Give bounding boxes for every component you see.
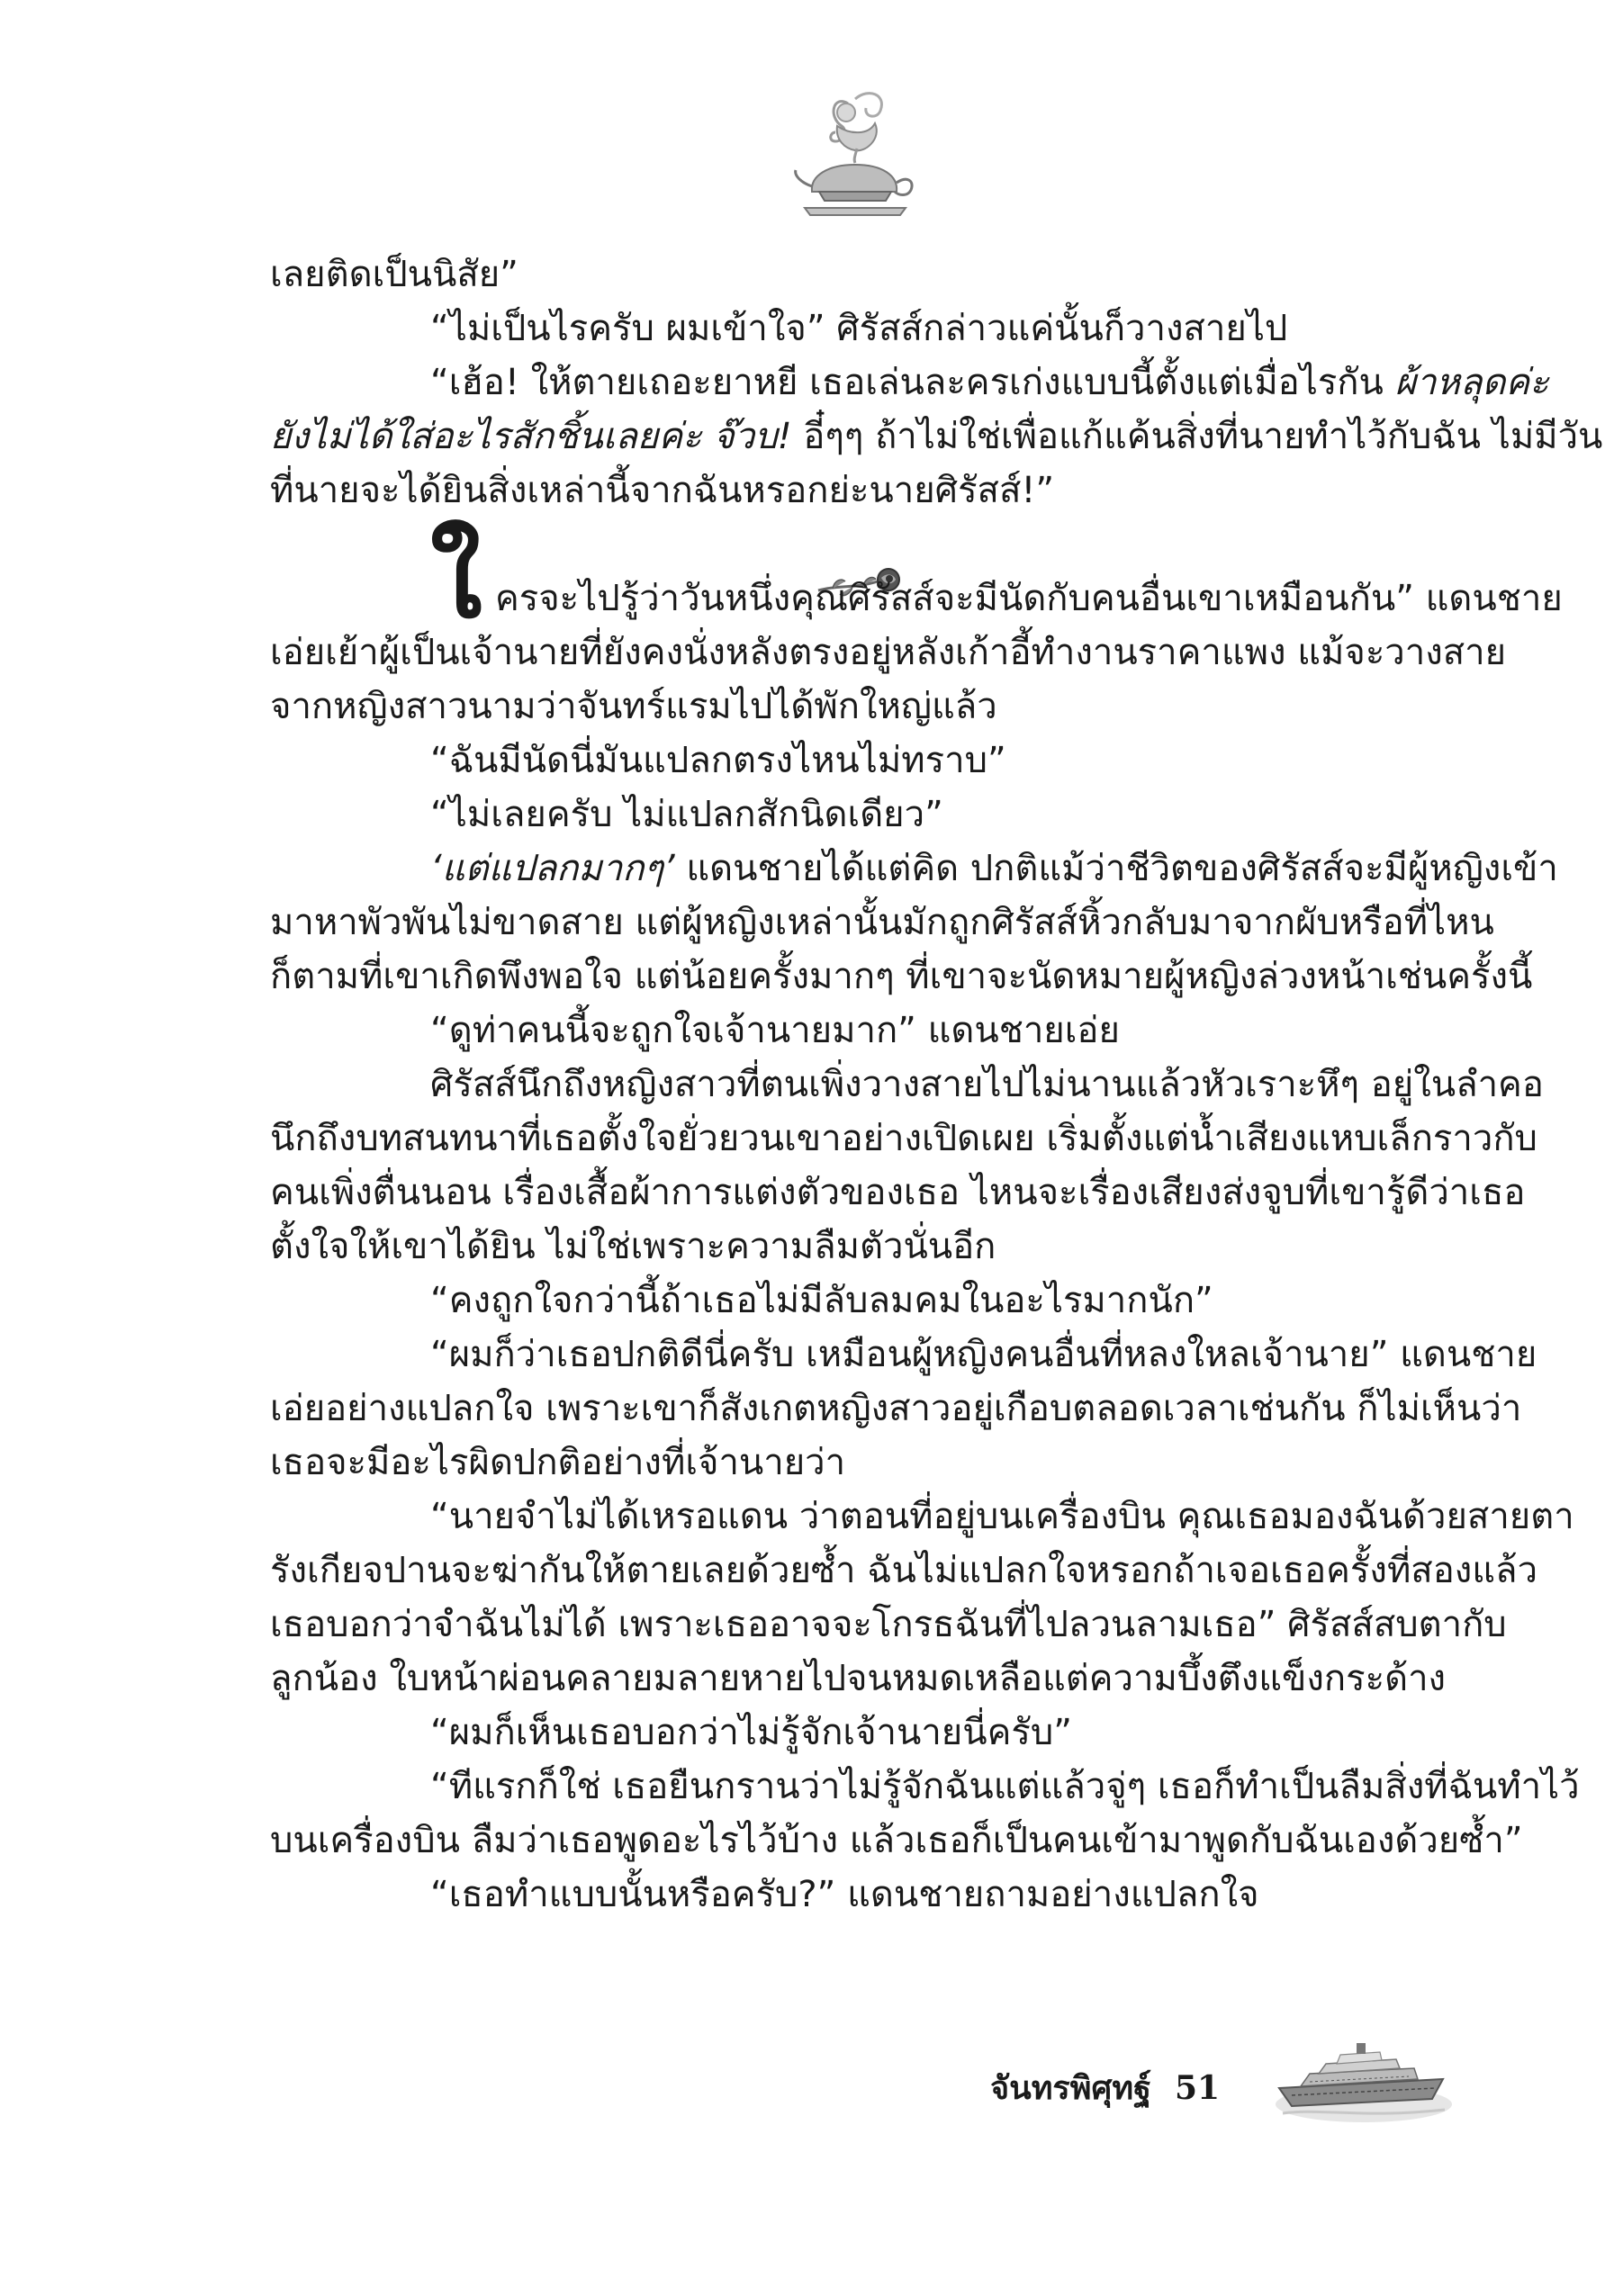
paragraph-line: เธอบอกว่าจำฉันไม่ได้ เพราะเธออาจจะโกรธฉันที่ไปลวนลามเธอ” ศิรัสส์สบตากับ [270,1604,1507,1645]
page-number: 51 [1174,2069,1221,2107]
paragraph-line: บนเครื่องบิน ลืมว่าเธอพูดอะไรไว้บ้าง แล้วเธอก็เป็นคนเข้ามาพูดกับฉันเองด้วยซ้ำ” [270,1820,1523,1861]
paragraph-line: “ดูท่าคนนี้จะถูกใจเจ้านายมาก” แดนชายเอ่ย [430,1010,1120,1051]
paragraph-line: จากหญิงสาวนามว่าจันทร์แรมไปได้พักใหญ่แล้ว [270,686,997,727]
book-title: จันทรพิศุทฐ์ [990,2070,1151,2107]
paragraph-line: “เธอทำแบบนั้นหรือครับ?” แดนชายถามอย่างแปลกใจ [430,1874,1259,1915]
paragraph-line [270,842,1558,896]
paragraph-line: ศิรัสส์นึกถึงหญิงสาวที่ตนเพิ่งวางสายไปไม่นานแล้วหัวเราะหึๆ อยู่ในลำคอ [430,1064,1544,1105]
teapot-genie-icon [792,86,918,221]
italic-span: ‘แต่แปลกมากๆ’ [430,848,675,889]
text-body [270,248,1603,1922]
italic-span: ผ้าหลุดค่ะ [1394,362,1549,403]
paragraph-line: “ผมก็ว่าเธอปกติดีนี่ครับ เหมือนผู้หญิงคนอื่นที่หลงใหลเจ้านาย” แดนชาย [430,1334,1537,1375]
cruise-ship-icon [1274,2032,1454,2131]
text-span: อี๋ๆๆ ถ้าไม่ใช่เพื่อแก้แค้นสิ่งที่นายทำไว้กับฉัน ไม่มีวัน [791,416,1603,457]
drop-cap: ใ [430,517,482,642]
paragraph-line: “ไม่เป็นไรครับ ผมเข้าใจ” ศิรัสส์กล่าวแค่นั้นก็วางสายไป [430,308,1288,349]
paragraph-line: “ทีแรกก็ใช่ เธอยืนกรานว่าไม่รู้จักฉันแต่แล้วจู่ๆ เธอก็ทำเป็นลืมสิ่งที่ฉันทำไว้ [430,1766,1580,1807]
paragraph-line [270,410,1603,464]
paragraph-line: เอ่ยอย่างแปลกใจ เพราะเขาก็สังเกตหญิงสาวอยู่เกือบตลอดเวลาเช่นกัน ก็ไม่เห็นว่า [270,1388,1522,1429]
paragraph-line: ก็ตามที่เขาเกิดพึงพอใจ แต่น้อยครั้งมากๆ ที่เขาจะนัดหมายผู้หญิงล่วงหน้าเช่นครั้งนี้ [270,956,1533,997]
paragraph-line: ลูกน้อง ใบหน้าผ่อนคลายมลายหายไปจนหมดเหลือแต่ความบึ้งตึงแข็งกระด้าง [270,1658,1447,1699]
paragraph-line: เลยติดเป็นนิสัย” [270,254,518,295]
paragraph-line: เอ่ยเย้าผู้เป็นเจ้านายที่ยังคงนั่งหลังตรงอยู่หลังเก้าอี้ทำงานราคาแพง แม้จะวางสาย [270,632,1507,673]
paragraph-line: “ไม่เลยครับ ไม่แปลกสักนิดเดียว” [430,794,943,835]
paragraph-line [270,356,1549,410]
paragraph-line: ครจะไปรู้ว่าวันหนึ่งคุณศิรัสส์จะมีนัดกับคนอื่นเขาเหมือนกัน” แดนชาย [495,578,1563,619]
paragraph-line: เธอจะมีอะไรผิดปกติอย่างที่เจ้านายว่า [270,1442,846,1483]
text-span: “เฮ้อ! ให้ตายเถอะยาหยี เธอเล่นละครเก่งแบบนี้ตั้งแต่เมื่อไรกัน [430,362,1395,403]
paragraph-line: “ฉันมีนัดนี่มันแปลกตรงไหนไม่ทราบ” [430,740,1006,781]
paragraph-line: “ผมก็เห็นเธอบอกว่าไม่รู้จักเจ้านายนี่ครับ” [430,1712,1072,1753]
paragraph-line: ที่นายจะได้ยินสิ่งเหล่านี้จากฉันหรอกย่ะนายศิรัสส์!” [270,470,1055,511]
drop-cap-paragraph [270,517,1563,734]
page-footer [990,2061,1220,2115]
italic-span: ยังไม่ได้ใส่อะไรสักชิ้นเลยค่ะ จ๊วบ! [270,416,792,457]
paragraph-line: “คงถูกใจกว่านี้ถ้าเธอไม่มีลับลมคมในอะไรมากนัก” [430,1280,1213,1321]
paragraph-line: “นายจำไม่ได้เหรอแดน ว่าตอนที่อยู่บนเครื่องบิน คุณเธอมองฉันด้วยสายตา [430,1496,1574,1537]
paragraph-line: ตั้งใจให้เขาได้ยิน ไม่ใช่เพราะความลืมตัวนั่นอีก [270,1226,996,1267]
paragraph-line: รังเกียจปานจะฆ่ากันให้ตายเลยด้วยซ้ำ ฉันไม่แปลกใจหรอกถ้าเจอเธอครั้งที่สองแล้ว [270,1550,1538,1591]
paragraph-line: คนเพิ่งตื่นนอน เรื่องเสื้อผ้าการแต่งตัวของเธอ ไหนจะเรื่องเสียงส่งจูบที่เขารู้ดีว่าเธอ [270,1172,1526,1213]
text-span: แดนชายได้แต่คิด ปกติแม้ว่าชีวิตของศิรัสส์จะมีผู้หญิงเข้า [674,848,1558,889]
paragraph-line: มาหาพัวพันไม่ขาดสาย แต่ผู้หญิงเหล่านั้นมักถูกศิรัสส์หิ้วกลับมาจากผับหรือที่ไหน [270,902,1494,943]
paragraph-line: นึกถึงบทสนทนาที่เธอตั้งใจยั่วยวนเขาอย่างเปิดเผย เริ่มตั้งแต่น้ำเสียงแหบเล็กราวกับ [270,1118,1537,1159]
